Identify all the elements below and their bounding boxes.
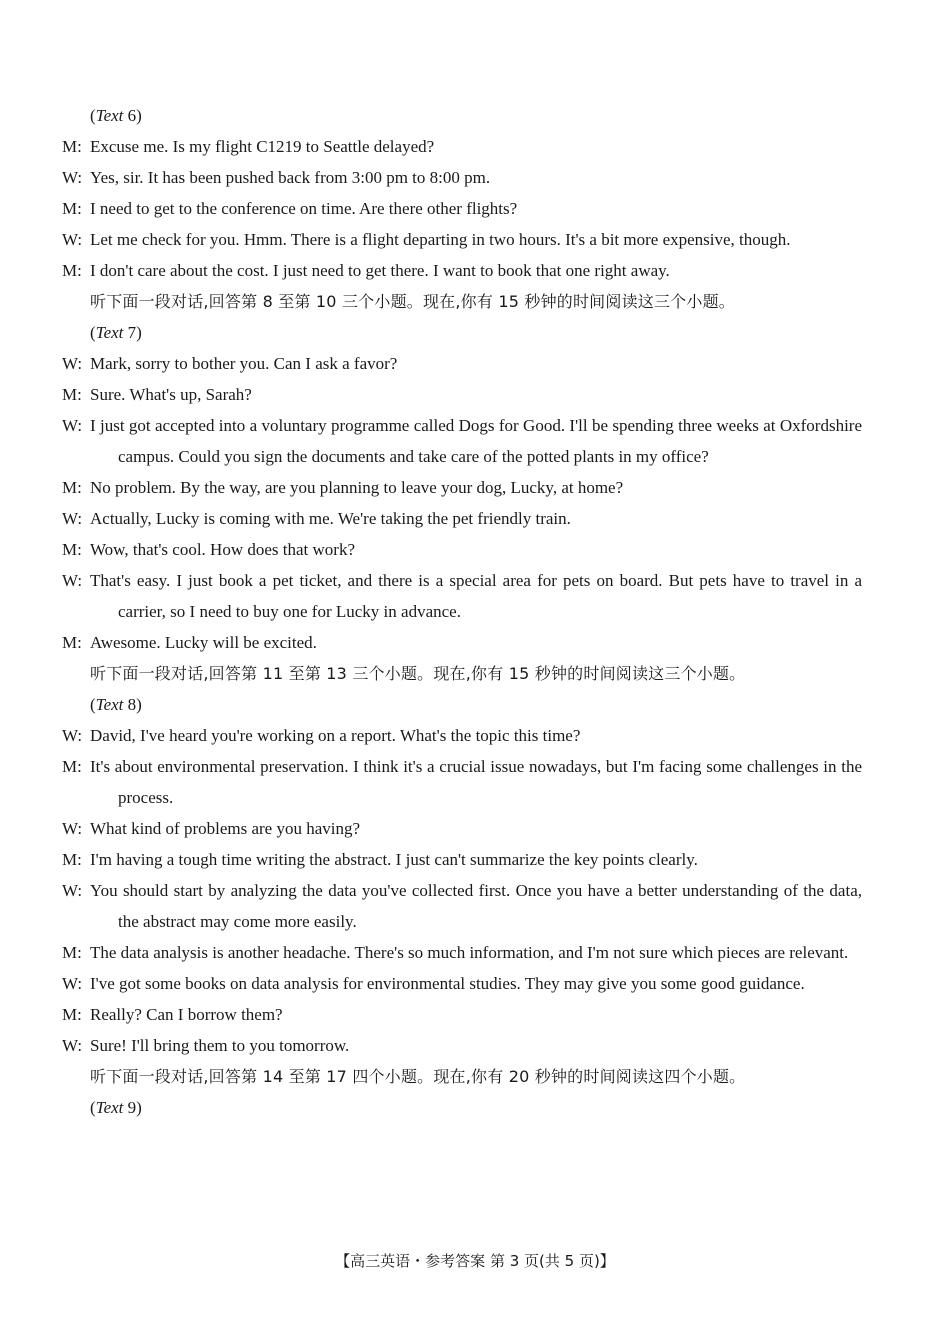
dialogue-turn: W: Yes, sir. It has been pushed back from 3:00 pm to 8:00 pm.	[62, 168, 491, 187]
label-number: 8	[127, 695, 137, 714]
dialogue-text: Wow, that's cool. How does that work?	[90, 540, 355, 559]
dialogue-turn: M: Sure. What's up, Sarah?	[62, 385, 252, 404]
listening-instruction: 听下面一段对话,回答第 11 至第 13 三个小题。现在,你有 15 秒钟的时间阅读这三个小题。	[90, 664, 746, 683]
dialogue-turn: W: Mark, sorry to bother you. Can I ask a favor?	[62, 354, 398, 373]
dialogue-text: Sure! I'll bring them to you tomorrow.	[90, 1036, 350, 1055]
label-close: )	[136, 323, 142, 342]
text-section-label	[90, 1092, 862, 1123]
label-close: )	[136, 695, 142, 714]
label-close: )	[136, 1098, 142, 1117]
dialogue-text: I just got accepted into a voluntary programme called Dogs for Good. I'll be spending three weeks at Oxfordshire campus. Could you sign the documents and take care of the potted plants in my office?	[90, 416, 862, 466]
dialogue-text: I don't care about the cost. I just need to get there. I want to book that one right away.	[90, 261, 670, 280]
dialogue-turn: M: I need to get to the conference on time. Are there other flights?	[62, 199, 518, 218]
label-open: (	[90, 106, 96, 125]
dialogue-turn: W: What kind of problems are you having?	[62, 819, 361, 838]
label-open: (	[90, 1098, 96, 1117]
footer-text: 【高三英语・参考答案 第 3 页(共 5 页)】	[335, 1252, 615, 1270]
dialogue-text: No problem. By the way, are you planning to leave your dog, Lucky, at home?	[90, 478, 624, 497]
dialogue-text: David, I've heard you're working on a report. What's the topic this time?	[90, 726, 581, 745]
dialogue-turn: M: I don't care about the cost. I just need to get there. I want to book that one right away.	[62, 261, 670, 280]
dialogue-turn: W: I just got accepted into a voluntary programme called Dogs for Good. I'll be spending three weeks at Oxfordshire campus. Could you sign the documents and take care of the potted plants in my office?	[62, 416, 862, 466]
dialogue-text: What kind of problems are you having?	[90, 819, 361, 838]
answer-key-page	[62, 100, 862, 1123]
label-open: (	[90, 695, 96, 714]
dialogue-turn: M: It's about environmental preservation. I think it's a crucial issue nowadays, but I'm facing some challenges in the process.	[62, 757, 862, 807]
dialogue-turn: M: No problem. By the way, are you planning to leave your dog, Lucky, at home?	[62, 478, 624, 497]
dialogue-text: Yes, sir. It has been pushed back from 3:00 pm to 8:00 pm.	[90, 168, 491, 187]
dialogue-text: I'm having a tough time writing the abstract. I just can't summarize the key points clearly.	[90, 850, 698, 869]
label-number: 9	[127, 1098, 137, 1117]
label-tag: Text	[95, 695, 124, 714]
dialogue-turn: W: You should start by analyzing the data you've collected first. Once you have a better understanding of the data, the abstract may come more easily.	[62, 881, 862, 931]
dialogue-turn: M: Wow, that's cool. How does that work?	[62, 540, 355, 559]
listening-instruction: 听下面一段对话,回答第 14 至第 17 四个小题。现在,你有 20 秒钟的时间阅读这四个小题。	[90, 1067, 746, 1086]
dialogue-text: It's about environmental preservation. I think it's a crucial issue nowadays, but I'm facing some challenges in the process.	[90, 757, 862, 807]
label-close: )	[136, 106, 142, 125]
label-open: (	[90, 323, 96, 342]
dialogue-turn: W: That's easy. I just book a pet ticket, and there is a special area for pets on board. But pets have to travel in a carrier, so I need to buy one for Lucky in advance.	[62, 571, 862, 621]
dialogue-text: Let me check for you. Hmm. There is a flight departing in two hours. It's a bit more expensive, though.	[90, 230, 791, 249]
label-tag: Text	[95, 106, 124, 125]
dialogue-text: Sure. What's up, Sarah?	[90, 385, 252, 404]
text-section-label	[90, 689, 862, 720]
dialogue-turn: W: David, I've heard you're working on a report. What's the topic this time?	[62, 726, 581, 745]
dialogue-text: Awesome. Lucky will be excited.	[90, 633, 317, 652]
label-tag: Text	[95, 323, 124, 342]
dialogue-turn: W: Let me check for you. Hmm. There is a flight departing in two hours. It's a bit more expensive, though.	[62, 230, 791, 249]
dialogue-turn: W: Actually, Lucky is coming with me. We're taking the pet friendly train.	[62, 509, 571, 528]
label-number: 6	[127, 106, 137, 125]
page-footer	[0, 1250, 950, 1272]
dialogue-text: Excuse me. Is my flight C1219 to Seattle delayed?	[90, 137, 435, 156]
dialogue-text: You should start by analyzing the data you've collected first. Once you have a better understanding of the data, the abstract may come more easily.	[90, 881, 862, 931]
dialogue-text: The data analysis is another headache. There's so much information, and I'm not sure which pieces are relevant.	[90, 943, 849, 962]
dialogue-turn: W: Sure! I'll bring them to you tomorrow.	[62, 1036, 350, 1055]
dialogue-turn: M: Excuse me. Is my flight C1219 to Seattle delayed?	[62, 137, 435, 156]
label-number: 7	[127, 323, 137, 342]
dialogue-text: I need to get to the conference on time. Are there other flights?	[90, 199, 518, 218]
listening-instruction: 听下面一段对话,回答第 8 至第 10 三个小题。现在,你有 15 秒钟的时间阅读这三个小题。	[90, 292, 735, 311]
dialogue-text: I've got some books on data analysis for environmental studies. They may give you some good guidance.	[90, 974, 805, 993]
dialogue-turn: M: Awesome. Lucky will be excited.	[62, 633, 317, 652]
dialogue-turn: M: The data analysis is another headache. There's so much information, and I'm not sure which pieces are relevant.	[62, 943, 849, 962]
dialogue-turn: M: I'm having a tough time writing the abstract. I just can't summarize the key points clearly.	[62, 850, 698, 869]
text-section-label	[90, 100, 862, 131]
dialogue-text: Actually, Lucky is coming with me. We're taking the pet friendly train.	[90, 509, 571, 528]
label-tag: Text	[95, 1098, 124, 1117]
dialogue-turn: W: I've got some books on data analysis for environmental studies. They may give you some good guidance.	[62, 974, 805, 993]
dialogue-text: Mark, sorry to bother you. Can I ask a favor?	[90, 354, 398, 373]
dialogue-text: Really? Can I borrow them?	[90, 1005, 283, 1024]
dialogue-text: That's easy. I just book a pet ticket, and there is a special area for pets on board. But pets have to travel in a carrier, so I need to buy one for Lucky in advance.	[90, 571, 862, 621]
dialogue-turn: M: Really? Can I borrow them?	[62, 1005, 283, 1024]
text-section-label	[90, 317, 862, 348]
